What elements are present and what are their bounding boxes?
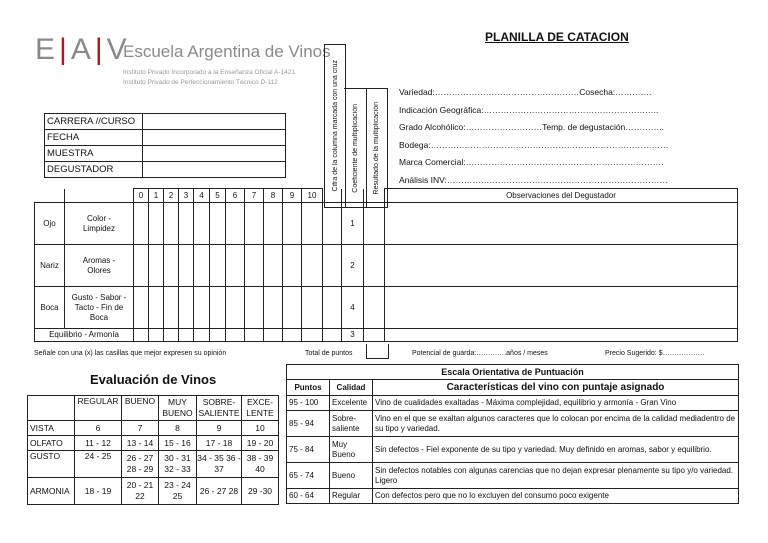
- score-col-2: 2: [164, 189, 179, 203]
- escala-calidad: Sobre-saliente: [330, 411, 373, 437]
- score-cell[interactable]: [164, 287, 179, 329]
- eval-header-regular: REGULAR: [75, 396, 122, 421]
- escala-desc: Sin defectos - Fiel exponente de su tipo y variedad. Muy definido en aromas, sabor y equilibrio.: [373, 437, 739, 463]
- score-cell[interactable]: [264, 329, 283, 342]
- score-cell[interactable]: [210, 203, 226, 245]
- info-value-fecha[interactable]: [143, 130, 286, 146]
- score-cell[interactable]: [194, 329, 210, 342]
- observaciones-cell[interactable]: [385, 329, 738, 342]
- cifra-header-text: Cifra de la columna marcada con una cruz: [331, 60, 339, 192]
- score-col-3: 3: [179, 189, 194, 203]
- evaluacion-title: Evaluación de Vinos: [90, 372, 217, 387]
- escala-table: [286, 364, 739, 504]
- eval-row-label: VISTA: [28, 421, 75, 436]
- logo-letter-v: V: [106, 33, 128, 66]
- score-cell[interactable]: [134, 287, 149, 329]
- bodega-line[interactable]: Bodega:…………………………………………………………………………: [399, 140, 669, 150]
- score-cell[interactable]: [134, 203, 149, 245]
- score-cell[interactable]: [134, 245, 149, 287]
- eval-row-label: ARMONIA: [28, 478, 75, 505]
- score-cell[interactable]: [226, 245, 245, 287]
- coef-cell: 1: [342, 203, 364, 245]
- info-value-carrera[interactable]: [143, 114, 286, 130]
- row-equilibrio: [35, 329, 738, 342]
- escala-desc: Con defectos pero que no lo excluyen del consumo poco exigente: [373, 489, 739, 504]
- score-cell[interactable]: [283, 203, 302, 245]
- total-box[interactable]: [366, 344, 389, 359]
- cifra-cell[interactable]: [323, 329, 342, 342]
- analisis-line[interactable]: Análisis INV:……………………………………………………………………: [399, 175, 668, 185]
- equilibrio-label: Equilibrio - Armonía: [35, 329, 134, 342]
- score-col-1: 1: [149, 189, 164, 203]
- eval-cell: 20 - 21 22: [122, 478, 159, 505]
- escala-puntos: 75 - 84: [287, 437, 330, 463]
- info-label-degustador: DEGUSTADOR: [45, 162, 143, 178]
- coef-cell: 4: [342, 287, 364, 329]
- eval-cell: 13 - 14: [122, 436, 159, 451]
- school-name: Escuela Argentina de Vinos: [123, 42, 331, 61]
- eval-header-excelente: EXCE-LENTE: [242, 396, 279, 421]
- score-cell[interactable]: [194, 203, 210, 245]
- info-label-carrera: CARRERA //CURSO: [45, 114, 143, 130]
- escala-header-caracteristicas: Características del vino con puntaje asignado: [373, 380, 739, 396]
- variedad-line[interactable]: Variedad:……………………………………………Cosecha:………….: [399, 87, 652, 97]
- score-cell[interactable]: [194, 287, 210, 329]
- eval-cell: 7: [122, 421, 159, 436]
- escala-puntos: 85 - 94: [287, 411, 330, 437]
- info-label-muestra: MUESTRA: [45, 146, 143, 162]
- escala-row: [287, 396, 739, 411]
- score-col-4: 4: [194, 189, 210, 203]
- section-label: Boca: [35, 287, 65, 329]
- score-cell[interactable]: [179, 329, 194, 342]
- cifra-header: [324, 44, 346, 208]
- score-cell[interactable]: [283, 287, 302, 329]
- scoring-grid: [34, 188, 738, 342]
- info-value-degustador[interactable]: [143, 162, 286, 178]
- score-cell[interactable]: [226, 203, 245, 245]
- eval-cell: 10: [242, 421, 279, 436]
- row-ojo: [35, 203, 738, 245]
- resultado-header-text: Resultado de la multiplicación: [373, 101, 380, 195]
- score-cell[interactable]: [245, 329, 264, 342]
- score-cell[interactable]: [302, 287, 323, 329]
- escala-title: Escala Orientativa de Puntuación: [287, 365, 739, 380]
- escala-calidad: Bueno: [330, 463, 373, 489]
- score-cell[interactable]: [264, 203, 283, 245]
- escala-desc: Vino en el que se exaltan algunos caracteres que lo colocan por encima de la calidad mediadentro de su tipo y variedad.: [373, 411, 739, 437]
- escala-row: [287, 463, 739, 489]
- eval-cell: 8: [159, 421, 197, 436]
- escala-header-puntos: Puntos: [287, 380, 330, 396]
- eval-cell: 23 - 24 25: [159, 478, 197, 505]
- eval-cell: 30 - 31 32 - 33: [159, 451, 197, 478]
- grado-line[interactable]: Grado Alcohólico:………………………Temp. de degustación…………..: [399, 122, 665, 132]
- escala-calidad: Excelente: [330, 396, 373, 411]
- coef-header-text: Coeficiente de multiplicación: [351, 103, 359, 193]
- score-cell[interactable]: [149, 203, 164, 245]
- score-col-9: 9: [283, 189, 302, 203]
- escala-row: [287, 411, 739, 437]
- info-label-fecha: FECHA: [45, 130, 143, 146]
- eval-cell: 9: [197, 421, 242, 436]
- score-cell[interactable]: [226, 287, 245, 329]
- eval-row-label: GUSTO: [28, 451, 75, 478]
- score-cell[interactable]: [245, 287, 264, 329]
- escala-calidad: Regular: [330, 489, 373, 504]
- score-cell[interactable]: [283, 245, 302, 287]
- marca-line[interactable]: Marca Comercial:…………………………………………………………….: [399, 157, 664, 167]
- observaciones-header: Observaciones del Degustador: [385, 189, 738, 203]
- logo-letter-a: A: [70, 33, 92, 66]
- escala-header-calidad: Calidad: [330, 380, 373, 396]
- resultado-cell[interactable]: [364, 287, 385, 329]
- escala-row: [287, 437, 739, 463]
- coef-cell: 3: [342, 329, 364, 342]
- escala-desc: Vino de cualidades exaltadas - Máxima complejidad, equilibrio y armonía - Gran Vino: [373, 396, 739, 411]
- attribute-label: Gusto - Sabor - Tacto - Fin de Boca: [65, 287, 134, 329]
- eval-cell: 15 - 16: [159, 436, 197, 451]
- score-col-5: 5: [210, 189, 226, 203]
- eval-row-olfato: [28, 436, 279, 451]
- eval-cell: 34 - 35 36 - 37: [197, 451, 242, 478]
- info-value-muestra[interactable]: [143, 146, 286, 162]
- score-cell[interactable]: [210, 329, 226, 342]
- total-label: Total de puntos: [305, 350, 353, 357]
- attribute-label: Aromas - Olores: [65, 245, 134, 287]
- escala-desc: Sin defectos notables con algunas carencias que no dejan expresar plenamente su tipo y/o variedad. Ligero: [373, 463, 739, 489]
- score-cell[interactable]: [264, 287, 283, 329]
- eval-row-label: OLFATO: [28, 436, 75, 451]
- score-cell[interactable]: [134, 329, 149, 342]
- evaluacion-table: [27, 395, 279, 505]
- eval-cell: 29 -30: [242, 478, 279, 505]
- score-col-8: 8: [264, 189, 283, 203]
- row-nariz: [35, 245, 738, 287]
- score-cell[interactable]: [245, 245, 264, 287]
- score-cell[interactable]: [302, 329, 323, 342]
- observaciones-cell[interactable]: [385, 203, 738, 245]
- score-cell[interactable]: [149, 245, 164, 287]
- eval-cell: 11 - 12: [75, 436, 122, 451]
- logo-separator: |: [94, 33, 104, 66]
- escala-row: [287, 489, 739, 504]
- score-cell[interactable]: [164, 245, 179, 287]
- eval-cell: 24 - 25: [75, 451, 122, 478]
- eval-cell: 26 - 27 28: [197, 478, 242, 505]
- resultado-cell[interactable]: [364, 329, 385, 342]
- score-col-7: 7: [245, 189, 264, 203]
- score-cell[interactable]: [210, 287, 226, 329]
- score-cell[interactable]: [149, 329, 164, 342]
- eval-cell: 38 - 39 40: [242, 451, 279, 478]
- score-cell[interactable]: [245, 203, 264, 245]
- score-cell[interactable]: [194, 245, 210, 287]
- observaciones-cell[interactable]: [385, 287, 738, 329]
- escala-calidad: Muy Bueno: [330, 437, 373, 463]
- score-cell[interactable]: [149, 287, 164, 329]
- school-subtitle-2: Instituto Privado de Perfeccionamiento Técnico D-112: [123, 79, 278, 86]
- escala-puntos: 65 - 74: [287, 463, 330, 489]
- score-cell[interactable]: [210, 245, 226, 287]
- score-cell[interactable]: [302, 245, 323, 287]
- eval-row-armonia: [28, 478, 279, 505]
- eval-cell: 18 - 19: [75, 478, 122, 505]
- guarda-line[interactable]: Potencial de guarda:………….años / meses: [412, 350, 548, 357]
- score-cell[interactable]: [179, 203, 194, 245]
- resultado-cell[interactable]: [364, 203, 385, 245]
- attribute-label: Color - Limpidez: [65, 203, 134, 245]
- logo-separator: |: [59, 33, 68, 66]
- precio-line[interactable]: Precio Sugerido: $………………: [605, 350, 705, 357]
- escala-puntos: 95 - 100: [287, 396, 330, 411]
- section-label: Ojo: [35, 203, 65, 245]
- section-label: Nariz: [35, 245, 65, 287]
- score-cell[interactable]: [179, 287, 194, 329]
- score-cell[interactable]: [179, 245, 194, 287]
- eval-cell: 26 - 27 28 - 29: [122, 451, 159, 478]
- score-cell[interactable]: [164, 329, 179, 342]
- score-cell[interactable]: [164, 203, 179, 245]
- senale-note: Señale con una (x) las casillas que mejor expresen su opinión: [34, 350, 227, 357]
- eval-row-gusto: [28, 451, 279, 478]
- eval-header-bueno: BUENO: [122, 396, 159, 421]
- score-col-6: 6: [226, 189, 245, 203]
- score-cell[interactable]: [264, 245, 283, 287]
- info-table: [44, 113, 286, 178]
- score-cell[interactable]: [226, 329, 245, 342]
- score-cell[interactable]: [302, 203, 323, 245]
- page-title: PLANILLA DE CATACION: [485, 30, 629, 44]
- eval-cell: 6: [75, 421, 122, 436]
- score-cell[interactable]: [283, 329, 302, 342]
- eval-header-muy-bueno: MUY BUENO: [159, 396, 197, 421]
- school-subtitle-1: Instituto Privado Incorporado a la Enseñanza Oficial A-1421: [123, 69, 295, 76]
- cifra-cell[interactable]: [323, 287, 342, 329]
- eval-header-sobresaliente: SOBRE-SALIENTE: [197, 396, 242, 421]
- observaciones-cell[interactable]: [385, 245, 738, 287]
- logo-mark: [35, 33, 128, 67]
- score-col-0: 0: [134, 189, 149, 203]
- logo-letter-e: E: [35, 33, 57, 66]
- indicacion-line[interactable]: Indicación Geográfica:……………………………………………………..: [399, 105, 659, 115]
- score-col-10: 10: [302, 189, 323, 203]
- cifra-cell[interactable]: [323, 203, 342, 245]
- coef-cell: 2: [342, 245, 364, 287]
- row-boca: [35, 287, 738, 329]
- cifra-cell[interactable]: [323, 245, 342, 287]
- eval-cell: 17 - 18: [197, 436, 242, 451]
- eval-row-vista: [28, 421, 279, 436]
- resultado-cell[interactable]: [364, 245, 385, 287]
- escala-puntos: 60 - 64: [287, 489, 330, 504]
- eval-cell: 19 - 20: [242, 436, 279, 451]
